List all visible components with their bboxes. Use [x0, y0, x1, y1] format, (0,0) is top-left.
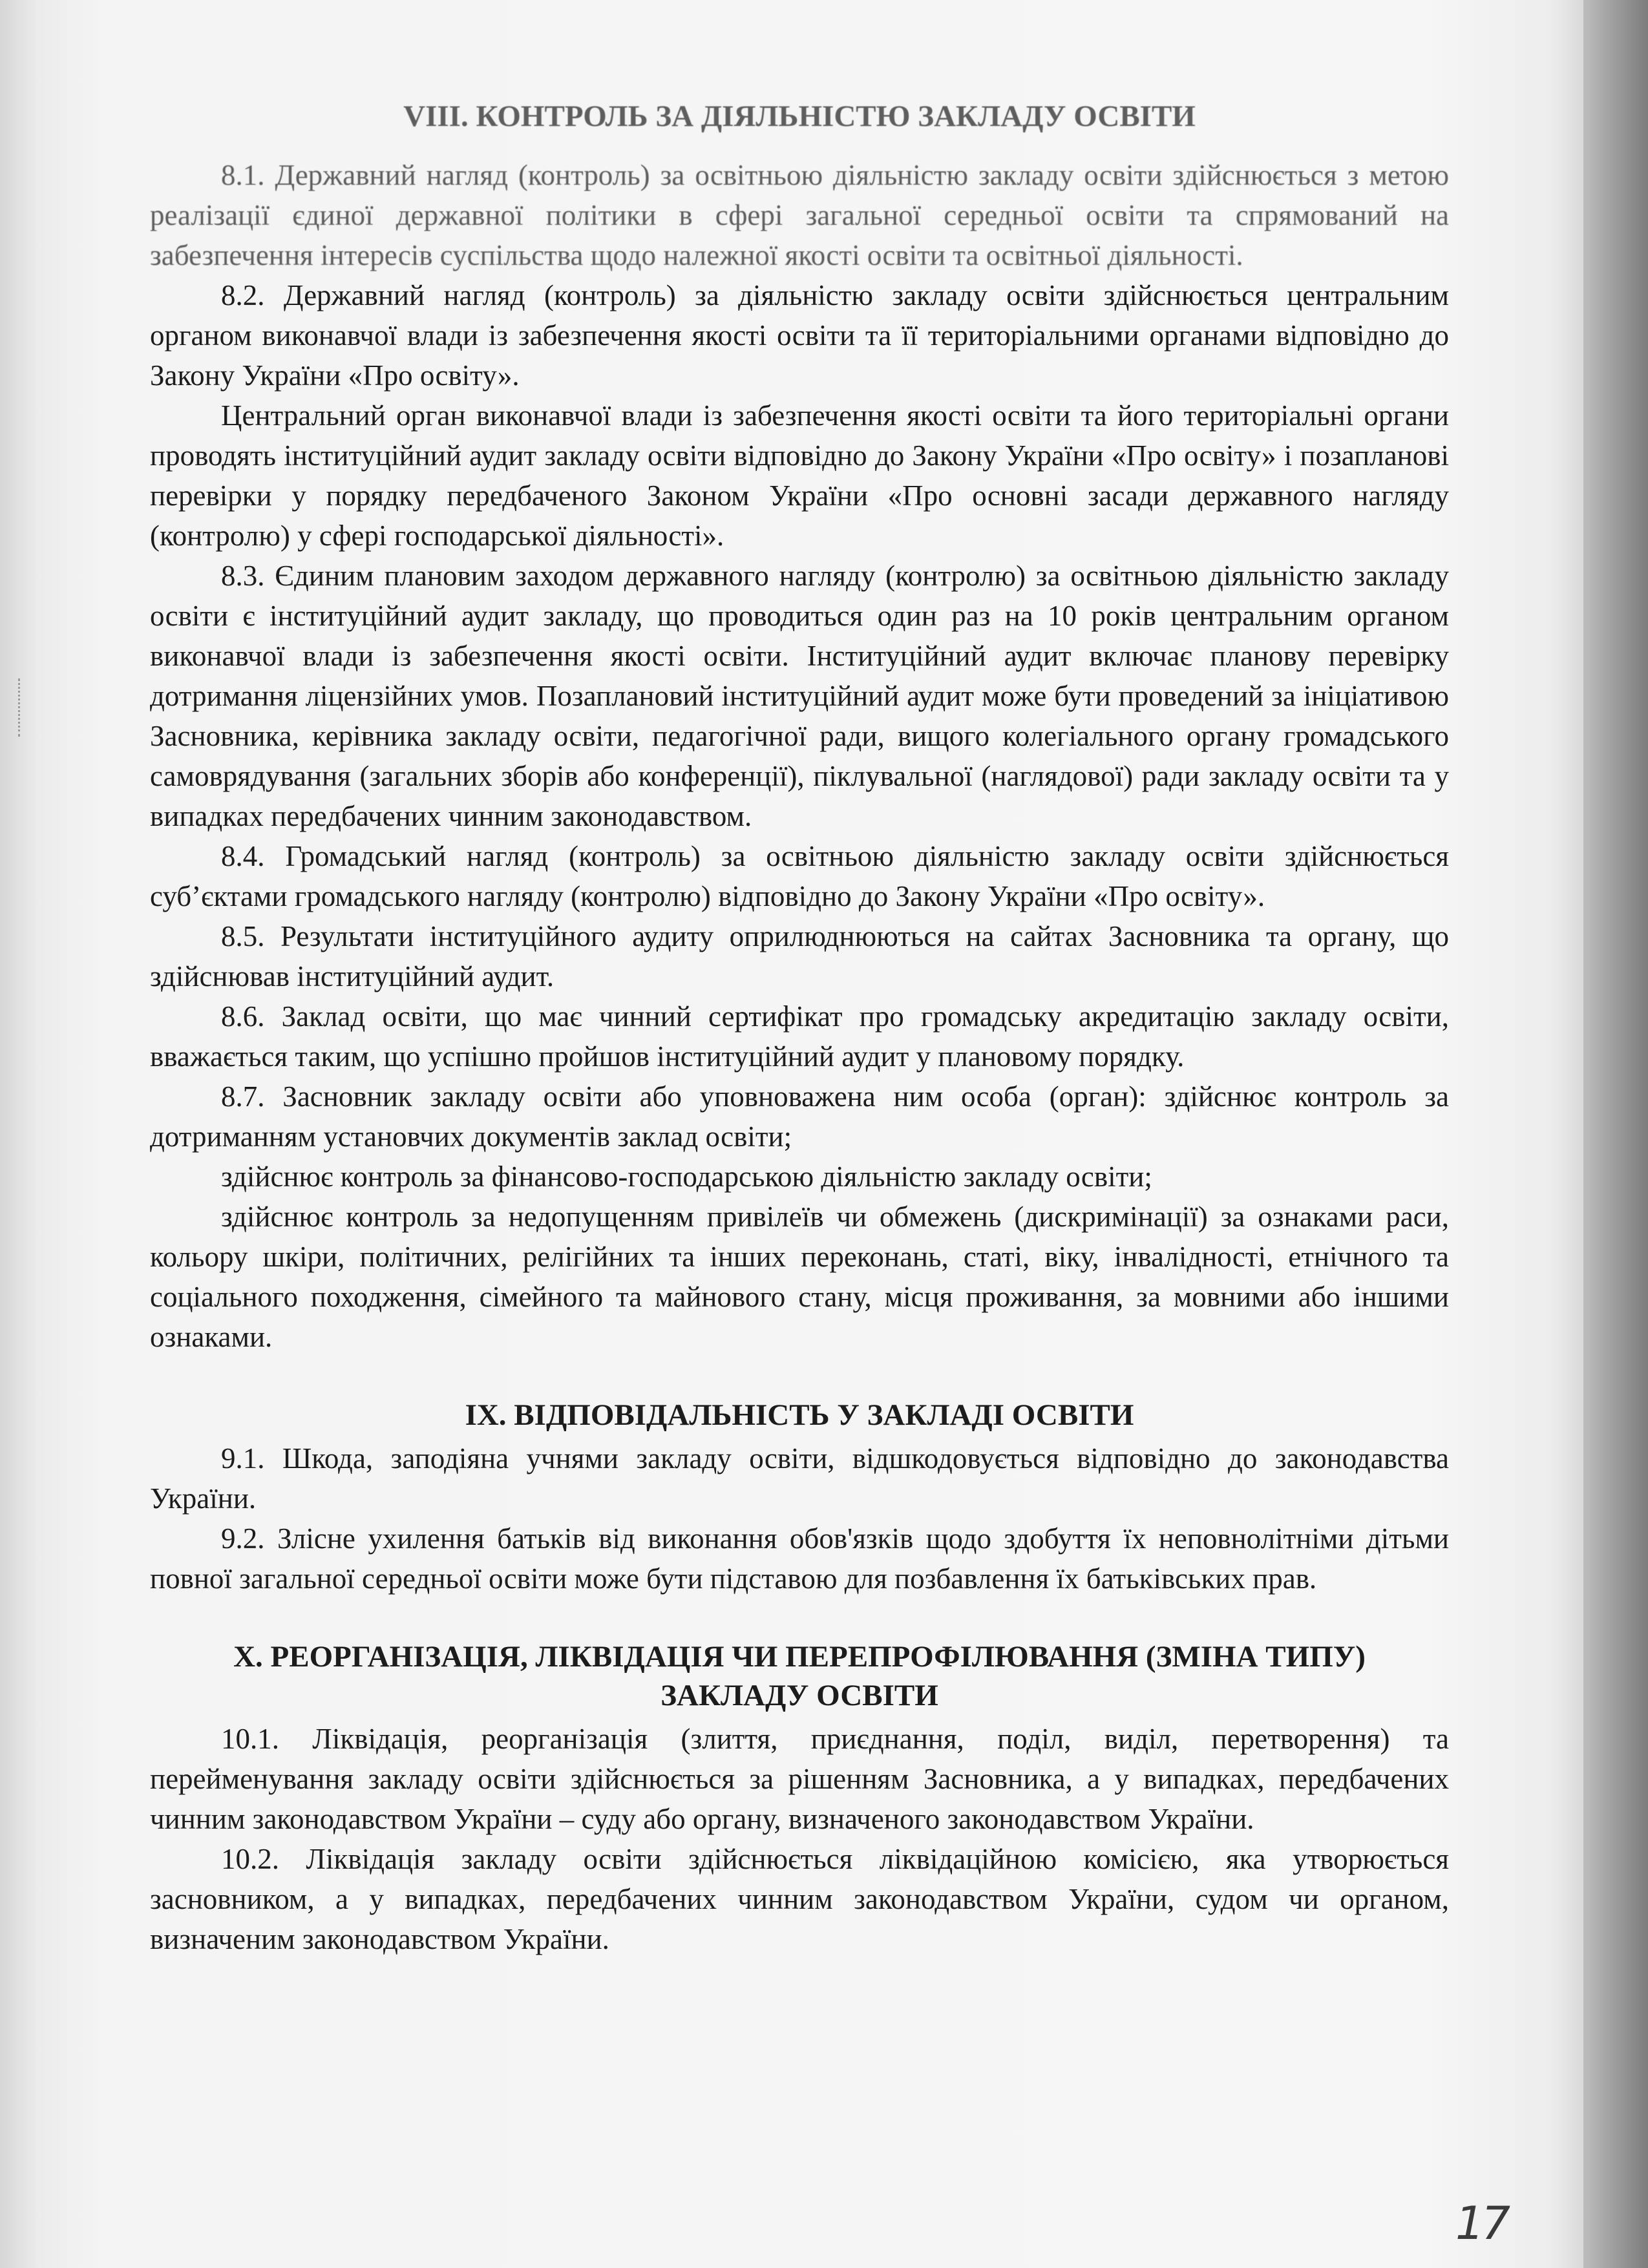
- binding-holes: [0, 678, 20, 737]
- paragraph-9-2: 9.2. Злісне ухилення батьків від виконання обов'язків щодо здобуття їх неповнолітніми дітьми повної загальної середньої освіти може бути підставою для позбавлення їх батьківських прав.: [150, 1522, 1449, 1595]
- section-viii: [150, 97, 1449, 1357]
- paragraph-8-6: 8.6. Заклад освіти, що має чинний сертифікат про громадську акредитацію закладу освіти, вважається таким, що успішно пройшов інституційний аудит у плановому порядку.: [150, 1000, 1449, 1073]
- paragraph-8-7: 8.7. Засновник закладу освіти або уповноважена ним особа (орган): здійснює контроль за дотриманням установчих документів заклад освіти;: [150, 1080, 1449, 1153]
- document-content: [150, 97, 1449, 1959]
- paragraph-10-1: 10.1. Ліквідація, реорганізація (злиття, приєднання, поділ, виділ, перетворення) та перейменування закладу освіти здійснюється за рішенням Засновника, а у випадках, передбачених чинним законодавством України – суду або органу, визначеного законодавством України.: [150, 1723, 1449, 1835]
- section-heading-x: [150, 1637, 1449, 1715]
- paragraph-8-7-discrimination: здійснює контроль за недопущенням привілеїв чи обмежень (дискримінації) за ознаками раси, кольору шкіри, політичних, релігійних та інших переконань, статі, віку, інвалідності, етнічного та соціального походження, сімейного та майнового стану, місця проживання, за мовними або іншими ознаками.: [150, 1201, 1449, 1353]
- paragraph-8-7-financial: здійснює контроль за фінансово-господарською діяльністю закладу освіти;: [221, 1160, 1152, 1193]
- section-heading-viii: VIII. КОНТРОЛЬ ЗА ДІЯЛЬНІСТЮ ЗАКЛАДУ ОСВІТИ: [403, 100, 1196, 133]
- scanner-background-edge: [1583, 0, 1648, 2268]
- paragraph-8-5: 8.5. Результати інституційного аудиту оприлюднюються на сайтах Засновника та органу, що здійснював інституційний аудит.: [150, 920, 1449, 992]
- paragraph-8-2: 8.2. Державний нагляд (контроль) за діяльністю закладу освіти здійснюється центральним органом виконавчої влади із забезпечення якості освіти та її територіальними органами відповідно до Закону України «Про освіту».: [150, 279, 1449, 392]
- section-heading-x-line1: X. РЕОРГАНІЗАЦІЯ, ЛІКВІДАЦІЯ ЧИ ПЕРЕПРОФІЛЮВАННЯ (ЗМІНА ТИПУ): [233, 1640, 1366, 1674]
- handwritten-page-number: 17: [1455, 2197, 1508, 2250]
- paragraph-9-1: 9.1. Шкода, заподіяна учнями закладу освіти, відшкодовується відповідно до законодавства України.: [150, 1442, 1449, 1515]
- section-heading-x-line2: ЗАКЛАДУ ОСВІТИ: [660, 1679, 938, 1712]
- paragraph-8-2-cont: Центральний орган виконавчої влади із забезпечення якості освіти та його територіальні органи проводять інституційний аудит закладу освіти відповідно до Закону України «Про освіту» і позапланові перевірки у порядку передбаченого Законом України «Про основні засади державного нагляду (контролю) у сфері господарської діяльності».: [150, 399, 1449, 552]
- paragraph-8-1: 8.1. Державний нагляд (контроль) за освітньою діяльністю закладу освіти здійснюється з метою реалізації єдиної державної політики в сфері загальної середньої освіти та спрямований на забезпечення інтересів суспільства щодо належної якості освіти та освітньої діяльності.: [150, 159, 1449, 271]
- section-ix: [150, 1396, 1449, 1599]
- paragraph-8-4: 8.4. Громадський нагляд (контроль) за освітньою діяльністю закладу освіти здійснюється суб’єктами громадського нагляду (контролю) відповідно до Закону України «Про освіту».: [150, 840, 1449, 912]
- paragraph-8-3: 8.3. Єдиним плановим заходом державного нагляду (контролю) за освітньою діяльністю закладу освіти є інституційний аудит закладу, що проводиться один раз на 10 років центральним органом виконавчої влади із забезпечення якості освіти. Інституційний аудит включає планову перевірку дотримання ліцензійних умов. Позаплановий інституційний аудит може бути проведений за ініціативою Засновника, керівника закладу освіти, педагогічної ради, вищого колегіального органу громадського самоврядування (загальних зборів або конференції), піклувальної (наглядової) ради закладу освіти та у випадках передбачених чинним законодавством.: [150, 560, 1449, 832]
- paragraph-10-2: 10.2. Ліквідація закладу освіти здійснюється ліквідаційною комісією, яка утворюється засновником, а у випадках, передбачених чинним законодавством України, судом чи органом, визначеним законодавством України.: [150, 1843, 1449, 1955]
- section-x: [150, 1637, 1449, 1959]
- section-heading-ix: IX. ВІДПОВІДАЛЬНІСТЬ У ЗАКЛАДІ ОСВІТИ: [465, 1398, 1134, 1432]
